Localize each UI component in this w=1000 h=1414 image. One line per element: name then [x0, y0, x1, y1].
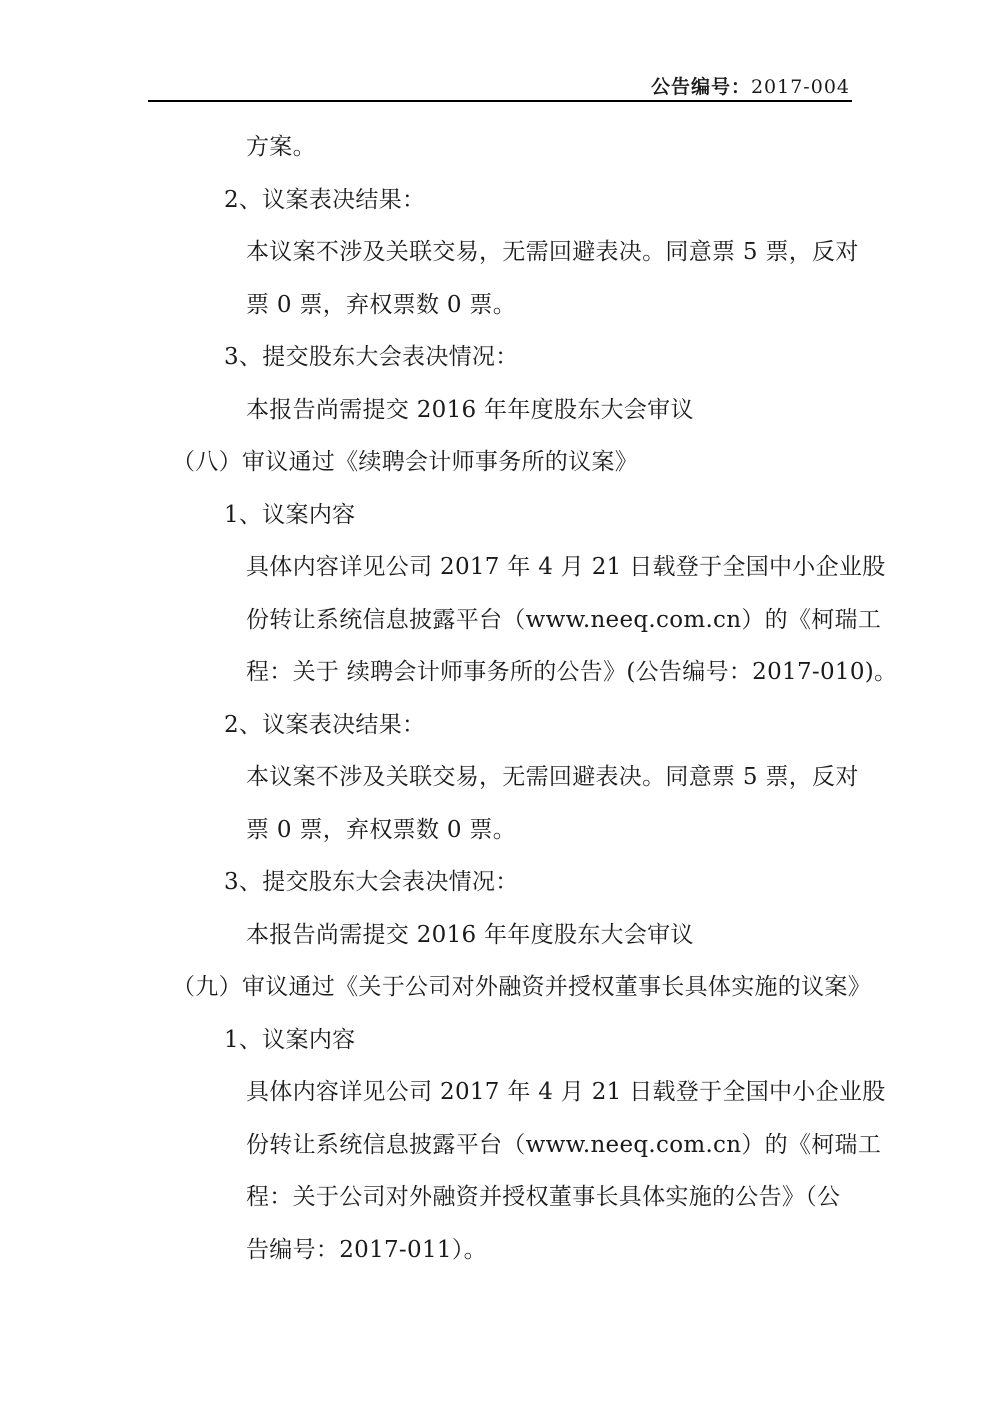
paragraph-line: 本议案不涉及关联交易，无需回避表决。同意票 5 票，反对: [246, 239, 859, 265]
paragraph-line: 票 0 票，弃权票数 0 票。: [246, 292, 517, 318]
item-heading: 1、议案内容: [224, 1027, 356, 1053]
paragraph-line: 告编号：2017-011）。: [246, 1237, 487, 1263]
paragraph-line: 程：关于公司对外融资并授权董事长具体实施的公告》（公: [246, 1184, 841, 1210]
section-heading: （九）审议通过《关于公司对外融资并授权董事长具体实施的议案》: [172, 974, 871, 1000]
item-heading: 3、提交股东大会表决情况：: [224, 344, 519, 370]
paragraph-line: 票 0 票，弃权票数 0 票。: [246, 817, 517, 843]
paragraph-line: 份转让系统信息披露平台（www.neeq.com.cn）的《柯瑞工: [246, 607, 882, 633]
paragraph-line: 份转让系统信息披露平台（www.neeq.com.cn）的《柯瑞工: [246, 1132, 882, 1158]
header-rule: [148, 100, 852, 102]
item-heading: 2、议案表决结果：: [224, 187, 426, 213]
paragraph-line: 具体内容详见公司 2017 年 4 月 21 日载登于全国中小企业股: [246, 554, 886, 580]
paragraph-line: 程：关于 续聘会计师事务所的公告》(公告编号：2017-010)。: [246, 659, 898, 685]
paragraph-line: 本议案不涉及关联交易，无需回避表决。同意票 5 票，反对: [246, 764, 859, 790]
paragraph-line: 本报告尚需提交 2016 年年度股东大会审议: [246, 922, 694, 948]
announcement-number-label: 公告编号：: [650, 76, 751, 98]
section-heading: （八）审议通过《续聘会计师事务所的议案》: [172, 449, 638, 475]
announcement-number-value: 2017-004: [750, 76, 850, 98]
item-heading: 3、提交股东大会表决情况：: [224, 869, 519, 895]
announcement-number: [651, 72, 850, 99]
paragraph-line: 本报告尚需提交 2016 年年度股东大会审议: [246, 397, 694, 423]
paragraph-line: 方案。: [246, 134, 316, 160]
paragraph-line: 具体内容详见公司 2017 年 4 月 21 日载登于全国中小企业股: [246, 1079, 886, 1105]
item-heading: 1、议案内容: [224, 502, 356, 528]
item-heading: 2、议案表决结果：: [224, 712, 426, 738]
